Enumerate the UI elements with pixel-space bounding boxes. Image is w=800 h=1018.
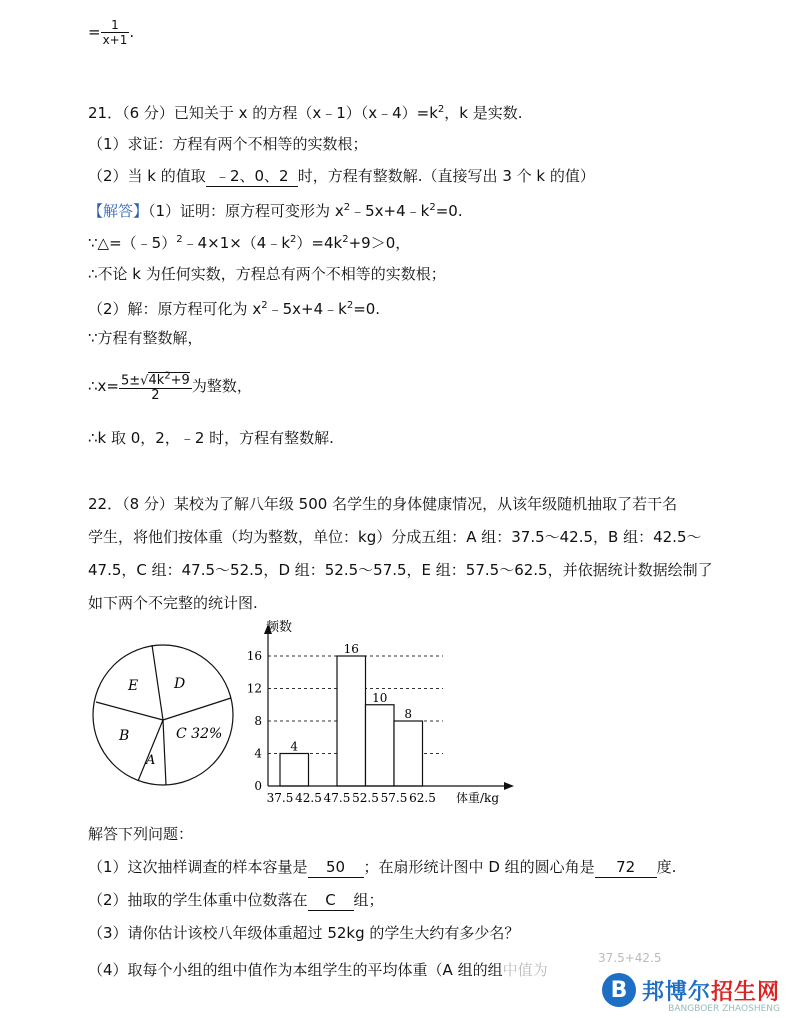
frac-den: 2 <box>151 388 160 404</box>
x-tick-label: 42.5 <box>295 791 322 805</box>
pie-label-a: A <box>146 753 156 768</box>
x-tick-label: 37.5 <box>266 791 294 805</box>
bar-chart <box>238 618 528 808</box>
t: ﹣5x+4﹣k <box>267 300 347 318</box>
x-tick-label: 52.5 <box>352 791 379 805</box>
q22-l3: 47.5，C 组：47.5～52.5，D 组：52.5～57.5，E 组：57.5～62.5，并依据统计数据绘制了 <box>88 561 713 579</box>
q21-ans5: ∵方程有整数解， <box>88 329 203 347</box>
t: 邦博尔 <box>641 979 711 1005</box>
frac-num: 1 <box>101 18 130 33</box>
y-tick-label: 16 <box>246 649 262 663</box>
q21-p2-a: （2）当 k 的值取 <box>88 167 206 185</box>
q22-l2: 学生，将他们按体重（均为整数，单位：kg）分成五组：A 组：37.5～42.5，B 组：42.5～ <box>88 528 702 546</box>
sup: 2 <box>261 300 268 311</box>
t: （4）取每个小组的组中值作为本组学生的平均体重（A 组的组 <box>88 961 503 979</box>
sup: 2 <box>429 202 436 213</box>
answer-blank: ﹣2、0、2 <box>206 166 298 187</box>
t: ∴x= <box>88 377 119 396</box>
pie-outline <box>93 645 233 785</box>
t: 为整数， <box>191 377 252 396</box>
x-tick-label: 57.5 <box>380 791 408 805</box>
t: （2）抽取的学生体重中位数落在 <box>88 891 308 909</box>
pie-chart <box>88 640 238 790</box>
y-axis-label: 频数 <box>266 620 293 635</box>
sup: 2 <box>343 202 351 213</box>
q22-l1: 22．（8 分）某校为了解八年级 500 名学生的身体健康情况，从该年级随机抽取了若干名 <box>88 495 678 513</box>
sqrt-icon: √ <box>140 373 149 389</box>
pie-label-d: D <box>174 676 186 692</box>
t: ；在扇形统计图中 D 组的圆心角是 <box>363 858 595 876</box>
q21-stem-b: ，k 是实数. <box>444 104 523 122</box>
q21-ans6 <box>88 370 252 403</box>
t: 4k <box>148 373 165 389</box>
x-tick-label: 62.5 <box>409 791 436 805</box>
y-tick-label: 4 <box>254 746 262 761</box>
q21-p2-b: 时，方程有整数解.（直接写出 3 个 k 的值） <box>297 167 595 185</box>
q22-s2 <box>88 890 384 911</box>
q22-s4 <box>88 960 548 980</box>
q21-ans1 <box>88 198 463 221</box>
t: +9＞0， <box>348 234 411 252</box>
fraction <box>101 18 130 47</box>
bar <box>366 705 395 786</box>
bar <box>394 721 423 786</box>
q21-stem <box>88 100 523 123</box>
t: =0. <box>353 300 381 318</box>
t: =0. <box>435 202 463 220</box>
pie-label-b: B <box>119 728 130 744</box>
t: 度. <box>656 858 677 876</box>
y-tick-label: 0 <box>254 779 262 793</box>
t: ）=4k <box>296 234 343 252</box>
y-tick-label: 12 <box>246 681 262 696</box>
logo-text <box>642 975 780 1006</box>
y-tick-label: 8 <box>254 714 262 728</box>
prefix: = <box>88 23 101 41</box>
t: （1）这次抽样调查的样本容量是 <box>88 858 308 876</box>
pie-label-e: E <box>128 678 139 694</box>
q22-s4-frac: 37.5+42.5 <box>598 951 662 965</box>
suffix: . <box>129 23 135 41</box>
x-tick-label: 47.5 <box>323 791 351 805</box>
t: ﹣5x+4﹣k <box>350 202 430 220</box>
q21-ans2 <box>88 230 410 253</box>
q21-ans3: ∴不论 k 为任何实数，方程总有两个不相等的实数根； <box>88 265 446 283</box>
sup: 2 <box>176 234 183 245</box>
t: 5± <box>121 373 141 389</box>
frac-num <box>119 370 192 389</box>
logo-subtext: BANGBOER ZHAOSHENG <box>668 1004 780 1014</box>
sup: 2 <box>342 234 349 245</box>
root-fraction <box>119 370 192 403</box>
sup: 2 <box>164 371 171 382</box>
prev-answer-tail <box>88 18 134 47</box>
radicand <box>148 372 189 388</box>
answer-blank: 72 <box>595 857 657 878</box>
bar-value-label: 10 <box>372 690 388 705</box>
t: +9 <box>170 373 190 389</box>
x-axis-label: 体重/kg <box>456 791 499 805</box>
sup: 2 <box>346 300 354 311</box>
t: 组； <box>353 891 384 909</box>
q22-s3: （3）请你估计该校八年级体重超过 52kg 的学生大约有多少名？ <box>88 924 520 942</box>
t: ∵△=（﹣5） <box>88 234 177 252</box>
bar-value-label: 4 <box>290 739 299 754</box>
frac-den: x+1 <box>102 33 128 47</box>
t: 中值为 <box>502 961 548 979</box>
q21-ans4 <box>88 296 380 319</box>
x-axis-arrow-icon <box>504 782 514 790</box>
q22-l4: 如下两个不完整的统计图. <box>88 594 258 612</box>
t: 招生网 <box>710 979 780 1005</box>
answer-blank: 50 <box>308 857 364 878</box>
sup: 2 <box>437 104 445 115</box>
t: （2）解：原方程可化为 x <box>88 300 262 318</box>
q22-s1 <box>88 857 676 878</box>
bar <box>280 754 309 787</box>
q21-part1: （1）求证：方程有两个不相等的实数根； <box>88 135 368 153</box>
logo-badge-icon: B <box>602 973 636 1007</box>
pie-label-c: C 32% <box>176 726 223 742</box>
t: ﹣4×1×（4﹣k <box>182 234 291 252</box>
bar-value-label: 8 <box>404 707 413 721</box>
answer-blank: C <box>308 890 354 911</box>
answer-tag: 【解答】 <box>88 202 149 220</box>
t: （1）证明：原方程可变形为 x <box>148 202 344 220</box>
q21-ans7: ∴k 取 0，2，﹣2 时，方程有整数解. <box>88 429 334 447</box>
sup: 2 <box>290 234 297 245</box>
q22-solve: 解答下列问题： <box>88 825 194 843</box>
q21-part2 <box>88 166 595 187</box>
bar <box>337 656 366 786</box>
q21-stem-a: 21．（6 分）已知关于 x 的方程（x﹣1）（x﹣4）=k <box>88 104 438 122</box>
bar-value-label: 16 <box>343 642 359 656</box>
